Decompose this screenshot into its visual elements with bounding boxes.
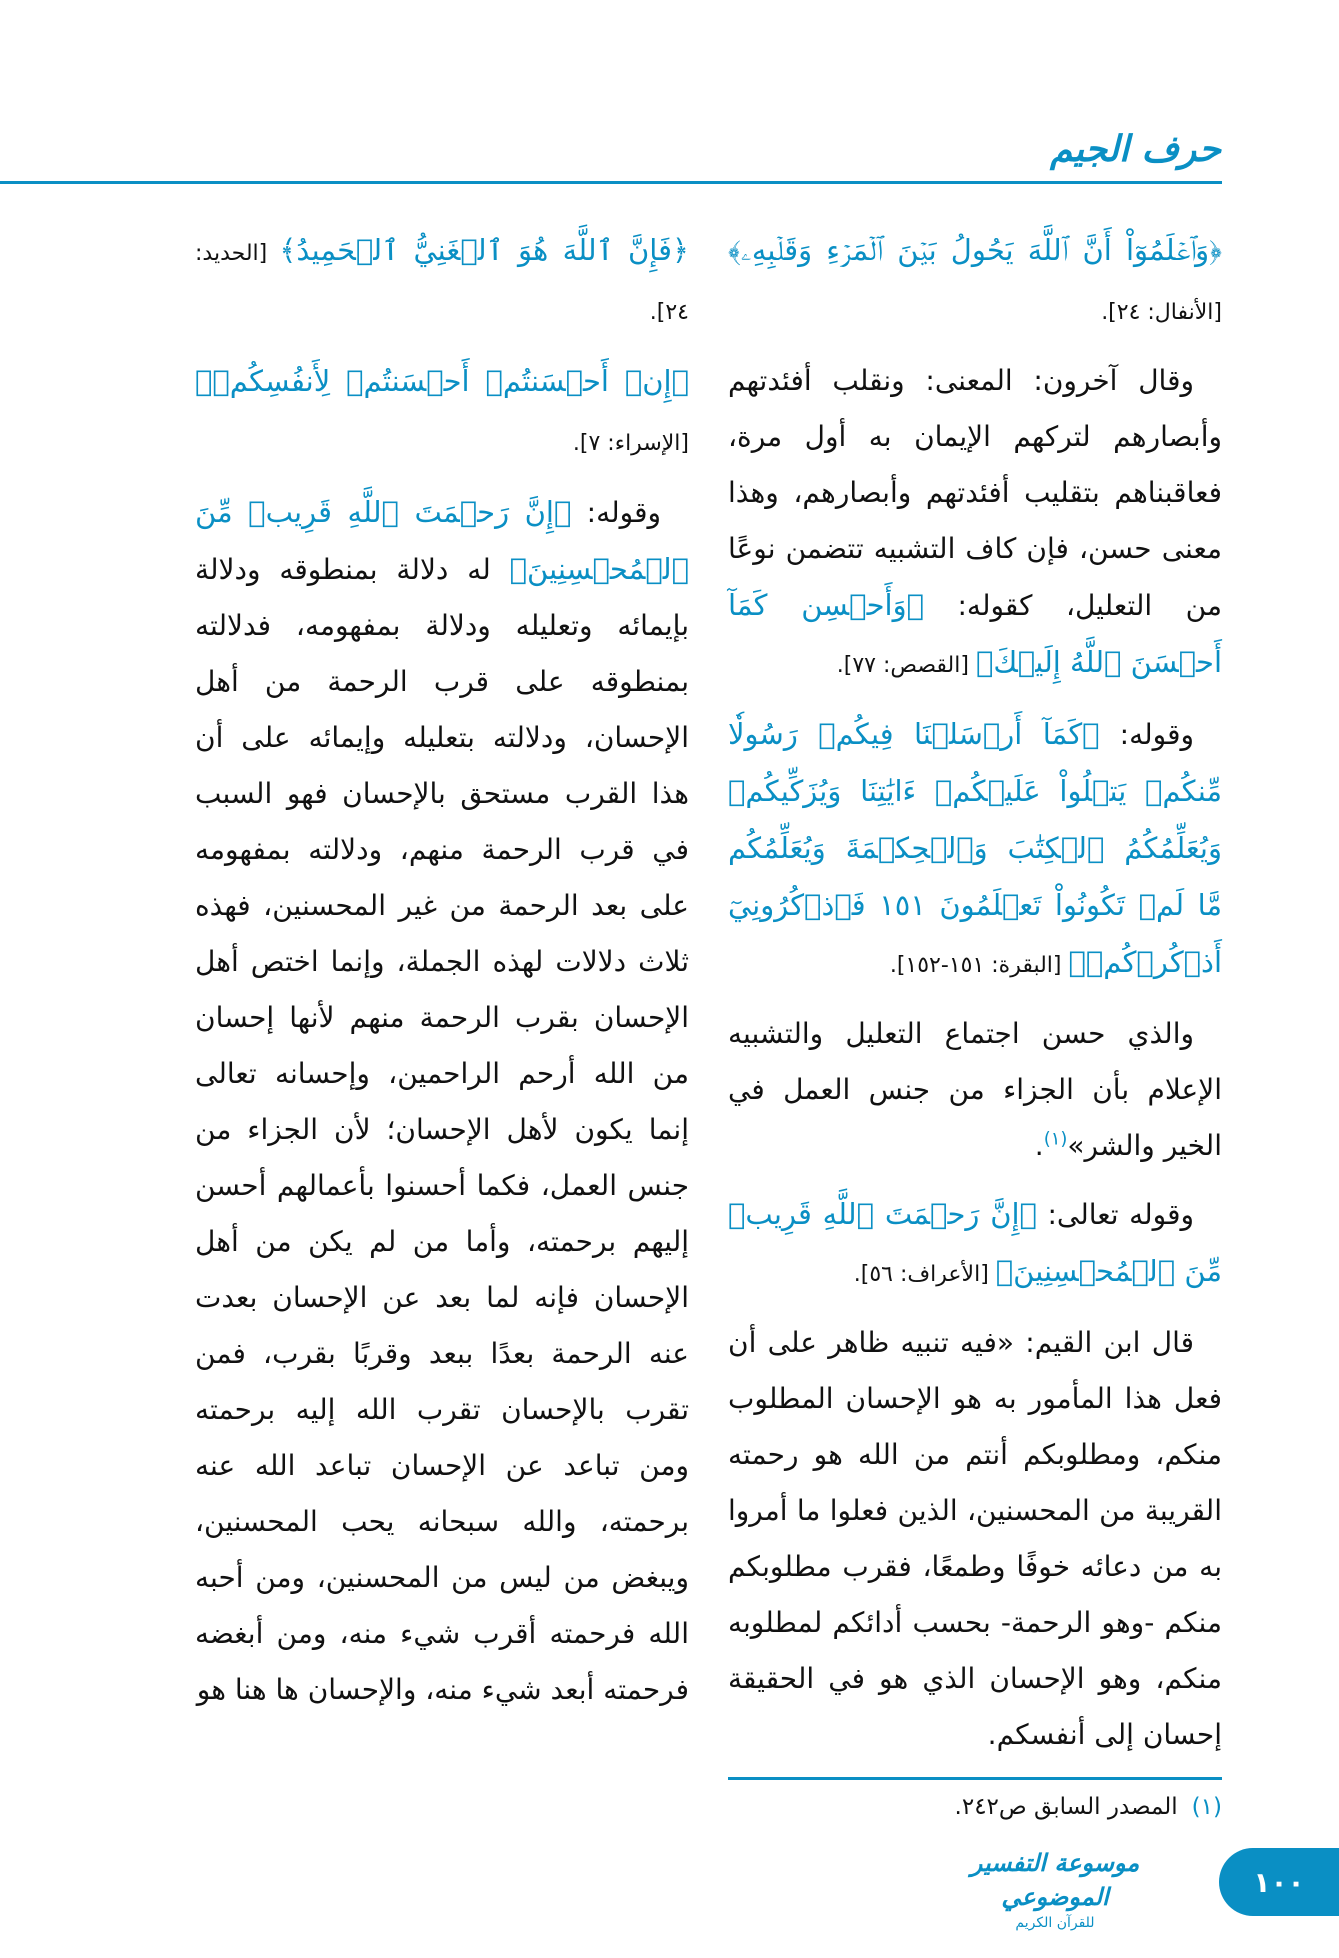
quran-verse: ﴿وَٱعۡلَمُوٓاْ أَنَّ ٱللَّهَ يَحُولُ بَيۡنَ ٱلۡمَرۡءِ وَقَلۡبِهِۦ﴾ — [728, 233, 1222, 267]
columns — [0, 184, 1339, 1824]
verse-reference: [الإسراء: ٧]. — [572, 431, 689, 456]
paragraph — [728, 222, 1222, 341]
paragraph-text: وقوله: — [1099, 718, 1195, 751]
paragraph — [728, 1315, 1222, 1763]
quran-verse: ﴿إِنَّ رَحۡمَتَ ٱللَّهِ قَرِيبٞ مِّنَ ٱلۡمُحۡسِنِينَ﴾ — [195, 495, 689, 586]
footnote-divider — [728, 1777, 1222, 1780]
quran-verse: ﴿كَمَآ أَرۡسَلۡنَا فِيكُمۡ رَسُولٗا مِّنكُمۡ يَتۡلُواْ عَلَيۡكُمۡ ءَايَٰتِنَا وَيُزَكِّيكُمۡ وَيُعَلِّمُكُمُ ٱلۡكِتَٰبَ وَٱلۡحِكۡمَةَ وَيُعَلِّمُكُم مَّا لَمۡ تَكُونُواْ تَعۡلَمُونَ ١٥١ فَٱذۡكُرُونِيٓ أَذۡكُرۡكُمۡ﴾ — [728, 717, 1222, 979]
paragraph — [728, 1006, 1222, 1174]
footnote — [728, 1790, 1222, 1824]
quran-verse: ﴿وَأَحۡسِن كَمَآ أَحۡسَنَ ٱللَّهُ إِلَيۡكَ﴾ — [728, 588, 1222, 679]
footnote-number: (١) — [1191, 1794, 1222, 1820]
verse-reference: [القصص: ٧٧]. — [836, 653, 976, 678]
header-divider — [0, 181, 1222, 184]
footnote-text: المصدر السابق ص٢٤٢. — [954, 1794, 1178, 1820]
left-column — [195, 222, 689, 1730]
verse-reference: [الأعراف: ٥٦]. — [853, 1262, 996, 1287]
verse-reference: [الحديد: ٢٤]. — [195, 241, 689, 325]
paragraph-text: وقوله: — [571, 496, 661, 529]
logo-title: موسوعة التفسير الموضوعي — [970, 1849, 1140, 1911]
paragraph-text: وقال آخرون: المعنى: ونقلب أفئدتهم وأبصارهم لتركهم الإيمان به أول مرة، فعاقبناهم بتقليب أفئدتهم وأبصارهم، وهذا معنى حسن، فإن كاف التشبيه تتضمن نوعًا من التعليل، كقوله: — [728, 364, 1222, 622]
paragraph — [728, 706, 1222, 994]
right-column-body — [728, 222, 1222, 1763]
page-number: ١٠٠ — [1219, 1848, 1339, 1916]
paragraph-text: وقوله تعالى: — [1036, 1198, 1194, 1231]
quran-verse: ﴿فَإِنَّ ٱللَّهَ هُوَ ٱلۡغَنِيُّ ٱلۡحَمِيدُ﴾ — [279, 233, 689, 267]
paragraph — [195, 353, 689, 472]
right-column — [728, 222, 1222, 1824]
page-footer — [0, 1848, 1339, 1958]
verse-reference: [الأنفال: ٢٤]. — [1101, 300, 1222, 325]
paragraph-text: قال ابن القيم: «فيه تنبيه ظاهر على أن فعل هذا المأمور به هو الإحسان المطلوب منكم، ومطلوبكم أنتم من الله هو رحمته القريبة من المحسنين، الذين فعلوا ما أمروا به من دعائه خوفًا وطمعًا، فقرب مطلوبكم منكم -وهو الرحمة- بحسب أدائكم لمطلوبه منكم، وهو الإحسان الذي هو في الحقيقة إحسان إلى أنفسكم. — [728, 1326, 1222, 1751]
paragraph — [195, 222, 689, 341]
paragraph-text: . — [1034, 1129, 1044, 1162]
paragraph — [728, 353, 1222, 694]
page-header — [0, 0, 1339, 184]
paragraph-text: والذي حسن اجتماع التعليل والتشبيه الإعلام بأن الجزاء من جنس العمل في الخير والشر» — [728, 1017, 1222, 1162]
publication-logo — [930, 1846, 1180, 1932]
logo-subtitle: للقرآن الكريم — [1015, 1915, 1095, 1931]
paragraph — [195, 484, 689, 1718]
quran-verse: ﴿إِنۡ أَحۡسَنتُمۡ أَحۡسَنتُمۡ لِأَنفُسِكُمۡ﴾ — [195, 364, 689, 398]
footnote-marker: (١) — [1043, 1128, 1068, 1150]
verse-reference: [البقرة: ١٥١-١٥٢]. — [889, 953, 1069, 978]
paragraph-text: له دلالة بمنطوقه ودلالة بإيمائه وتعليله ودلالة بمفهومه، فدلالته بمنطوقه على قرب الرحمة من أهل الإحسان، ودلالته بتعليله وإيمائه على أن هذا القرب مستحق بالإحسان فهو السبب في قرب الرحمة منهم، ودلالته بمفهومه على بعد الرحمة من غير المحسنين، فهذه ثلاث دلالات لهذه الجملة، وإنما اختص أهل الإحسان بقرب الرحمة منهم لأنها إحسان من الله أرحم الراحمين، وإحسانه تعالى إنما يكون لأهل الإحسان؛ لأن الجزاء من جنس العمل، فكما أحسنوا بأعمالهم أحسن إليهم برحمته، وأما من لم يكن من أهل الإحسان فإنه لما بعد عن الإحسان بعدت عنه الرحمة بعدًا ببعد وقربًا بقرب، فمن تقرب بالإحسان تقرب الله إليه برحمته ومن تباعد عن الإحسان تباعد الله عنه برحمته، والله سبحانه يحب المحسنين، ويبغض من ليس من المحسنين، ومن أحبه الله فرحمته أقرب شيء منه، ومن أبغضه فرحمته أبعد شيء منه، والإحسان ها هنا هو — [195, 553, 689, 1706]
chapter-title: حرف الجيم — [1050, 129, 1221, 170]
quran-verse: ﴿إِنَّ رَحۡمَتَ ٱللَّهِ قَرِيبٞ مِّنَ ٱلۡمُحۡسِنِينَ﴾ — [728, 1197, 1222, 1288]
paragraph — [728, 1186, 1222, 1303]
